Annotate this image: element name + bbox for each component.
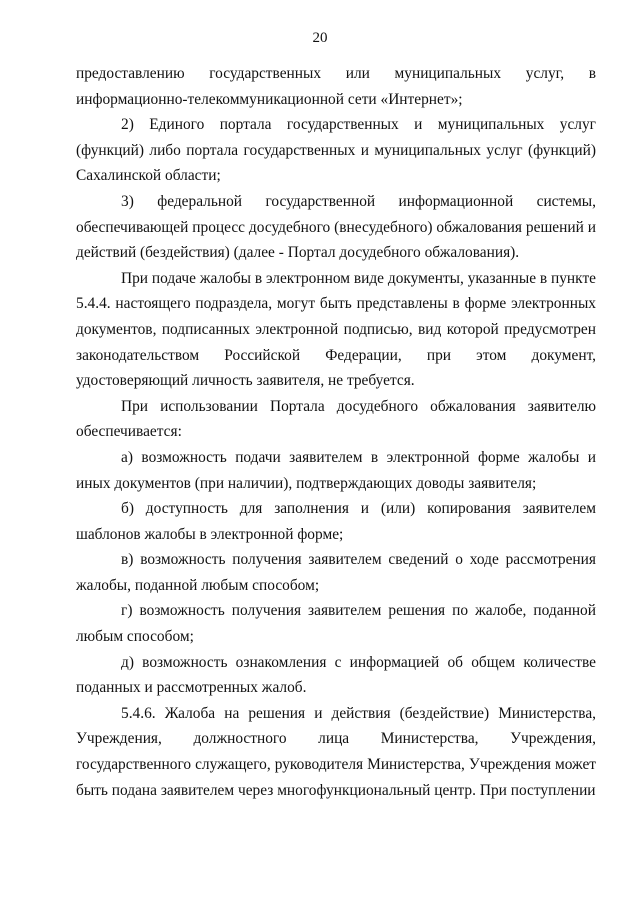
- paragraph-item-d: д) возможность ознакомления с информацией об общем количестве поданных и рассмотренных жалоб.: [76, 653, 596, 697]
- paragraph-item-g: г) возможность получения заявителем решения по жалобе, поданной любым способом;: [76, 602, 596, 646]
- paragraph-item-2: 2) Единого портала государственных и муниципальных услуг (функций) либо портала государственных и муниципальных услуг (функций) Сахалинской области;: [76, 116, 596, 185]
- paragraph-continuation: предоставлению государственных или муниципальных услуг, в информационно-телекоммуникационной сети «Интернет»;: [76, 65, 596, 108]
- paragraph-item-b: б) доступность для заполнения и (или) копирования заявителем шаблонов жалобы в электронной форме;: [76, 500, 596, 543]
- page-number: 20: [312, 30, 328, 46]
- paragraph-item-3: 3) федеральной государственной информационной системы, обеспечивающей процесс досудебного (внесудебного) обжалования решений и действий (бездействия) (далее - Портал досудебного обжалования).: [76, 192, 596, 262]
- paragraph-portal-provides: При использовании Портала досудебного обжалования заявителю обеспечивается:: [76, 397, 596, 441]
- paragraph-item-a: а) возможность подачи заявителем в электронной форме жалобы и иных документов (при наличии), подтверждающих доводы заявителя;: [76, 448, 596, 492]
- paragraph-electronic-filing: При подаче жалобы в электронном виде документы, указанные в пункте 5.4.4. настоящего подраздела, могут быть представлены в форме электронных документов, подписанных электронной подписью, вид которой предусмотрен законодательством Российской Федерации, при этом документ, удостоверяющий личность заявителя, не требуется.: [76, 269, 596, 390]
- paragraph-item-v: в) возможность получения заявителем сведений о ходе рассмотрения жалобы, поданной любым способом;: [76, 551, 596, 594]
- paragraph-5-4-6: 5.4.6. Жалоба на решения и действия (бездействие) Министерства, Учреждения, должностного лица Министерства, Учреждения, государственного служащего, руководителя Министерства, Учреждения может быть подана заявителем через многофункциональный центр. При поступлении: [76, 704, 596, 799]
- document-body: [76, 61, 596, 803]
